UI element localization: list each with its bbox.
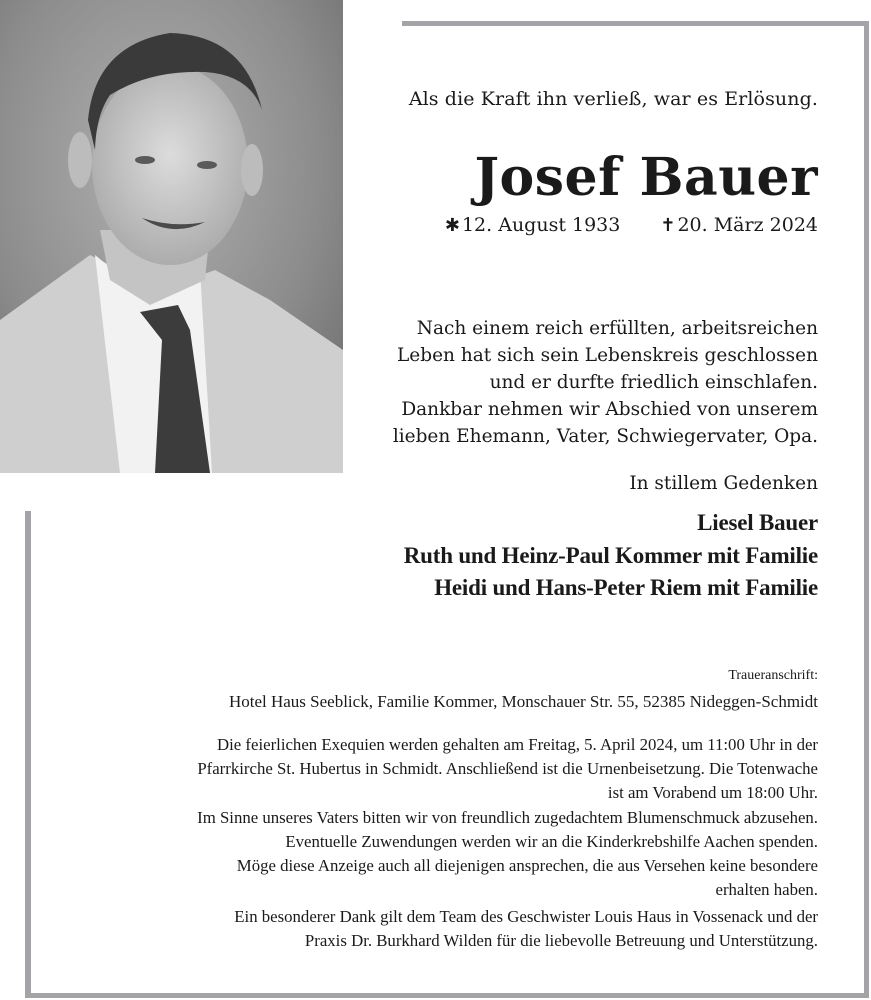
address-value: Hotel Haus Seeblick, Familie Kommer, Monschauer Str. 55, 52385 Nideggen-Schmidt: [228, 692, 818, 711]
intro-line: Nach einem reich erfüllten, arbeitsreichen: [416, 318, 818, 339]
mourner-name: Heidi und Hans-Peter Riem mit Familie: [434, 575, 818, 600]
thanks-line: Ein besonderer Dank gilt dem Team des Geschwister Louis Haus in Vossenack und der: [234, 907, 818, 926]
details-line: Im Sinne unseres Vaters bitten wir von freundlich zugedachtem Blumenschmuck abzusehen.: [197, 807, 818, 827]
details-line: Möge diese Anzeige auch all diejenigen ansprechen, die aus Versehen keine besondere: [236, 856, 818, 876]
details-line: Pfarrkirche St. Hubertus in Schmidt. Anschließend ist die Urnenbeisetzung. Die Totenwache: [197, 759, 818, 779]
intro-line: Dankbar nehmen wir Abschied von unserem: [401, 399, 818, 420]
frame-top-border: [402, 21, 869, 26]
details-line: ist am Vorabend um 18:00 Uhr.: [607, 783, 818, 803]
details-line: Eventuelle Zuwendungen werden wir an die Kinderkrebshilfe Aachen spenden.: [285, 831, 818, 851]
intro-line: lieben Ehemann, Vater, Schwiegervater, Opa.: [392, 426, 818, 447]
thanks-line: Praxis Dr. Burkhard Wilden für die liebevolle Betreuung und Unterstützung.: [304, 931, 818, 951]
life-dates: [445, 214, 818, 236]
remembrance-heading: In stillem Gedenken: [629, 473, 818, 494]
details-line: Die feierlichen Exequien werden gehalten am Freitag, 5. April 2024, um 11:00 Uhr in der: [217, 735, 818, 754]
intro-text: [393, 315, 818, 450]
mourners-list: [404, 507, 818, 605]
birth-star-icon: ✱: [444, 215, 460, 236]
thanks-note: [234, 905, 818, 953]
portrait-illustration: [0, 0, 343, 473]
mourner-name: Ruth und Heinz-Paul Kommer mit Familie: [403, 542, 818, 568]
details-line: erhalten haben.: [715, 880, 818, 900]
portrait-photo: [0, 0, 343, 473]
intro-line: Leben hat sich sein Lebenskreis geschlossen: [397, 345, 818, 366]
birth-date: 12. August 1933: [461, 214, 621, 236]
death-date: 20. März 2024: [677, 214, 818, 236]
motto: Als die Kraft ihn verließ, war es Erlösung.: [408, 88, 818, 110]
funeral-details: [197, 733, 818, 902]
death-cross-icon: ✝: [660, 215, 676, 236]
frame-left-border: [25, 511, 31, 998]
address-label: Traueranschrift:: [728, 668, 818, 683]
intro-line: und er durfte friedlich einschlafen.: [489, 372, 818, 393]
mourner-name: Liesel Bauer: [697, 510, 818, 535]
frame-bottom-border: [25, 993, 869, 998]
deceased-name: Josef Bauer: [474, 147, 818, 208]
frame-right-border: [864, 21, 869, 998]
